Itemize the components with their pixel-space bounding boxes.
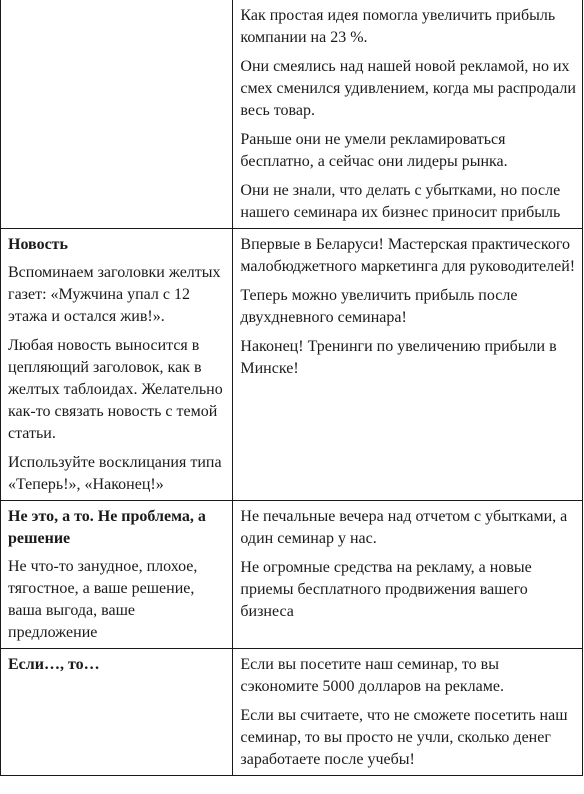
- left-cell: [1, 229, 233, 501]
- example-text: Они не знали, что делать с убытками, но после нашего семинара их бизнес приносит прибыль: [240, 182, 561, 221]
- right-cell: [233, 0, 583, 229]
- example-text: Не печальные вечера над отчетом с убытками, а один семинар у нас.: [240, 508, 568, 547]
- example-text: Как простая идея помогла увеличить прибыль компании на 23 %.: [240, 7, 556, 46]
- left-cell: [1, 649, 233, 776]
- row-heading: Новость: [8, 236, 68, 253]
- example-text: Впервые в Беларуси! Мастерская практического малобюджетного маркетинга для руководителей!: [240, 236, 576, 275]
- example-text: Не огромные средства на рекламу, а новые приемы бесплатного продвижения вашего бизнеса: [240, 559, 532, 620]
- row-heading: Не это, а то. Не проблема, а решение: [8, 508, 206, 547]
- example-text: Наконец! Тренинги по увеличению прибыли в Минске!: [240, 338, 557, 377]
- example-text: Теперь можно увеличить прибыль после двухдневного семинара!: [240, 287, 518, 326]
- example-text: Они смеялись над нашей новой рекламой, но их смех сменился удивлением, когда мы распродали весь товар.: [240, 58, 576, 119]
- description-text: Используйте восклицания типа «Теперь!», «Наконец!»: [8, 454, 222, 493]
- description-text: Любая новость выносится в цепляющий заголовок, как в желтых таблоидах. Желательно как-то связать новость с темой статьи.: [8, 337, 223, 442]
- right-cell: [233, 501, 583, 649]
- left-cell: [1, 0, 233, 229]
- description-text: Вспоминаем заголовки желтых газет: «Мужчина упал с 12 этажа и остался жив!».: [8, 264, 221, 325]
- table-row: [1, 229, 583, 501]
- right-cell: [233, 229, 583, 501]
- description-text: Не что-то занудное, плохое, тягостное, а ваше решение, ваша выгода, ваше предложение: [8, 558, 198, 641]
- right-cell: [233, 649, 583, 776]
- table-row: [1, 501, 583, 649]
- table-row: [1, 649, 583, 776]
- row-heading: Если…, то…: [8, 656, 100, 673]
- example-text: Если вы считаете, что не сможете посетить наш семинар, то вы просто не учли, сколько денег заработаете после учебы!: [240, 707, 568, 768]
- example-text: Раньше они не умели рекламироваться бесплатно, а сейчас они лидеры рынка.: [240, 131, 508, 170]
- example-text: Если вы посетите наш семинар, то вы сэкономите 5000 долларов на рекламе.: [240, 656, 504, 695]
- table-row: [1, 0, 583, 229]
- left-cell: [1, 501, 233, 649]
